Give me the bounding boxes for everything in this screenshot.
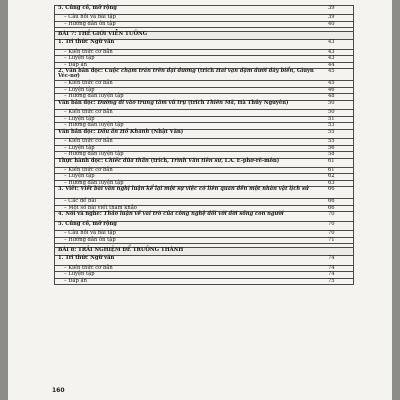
toc-entry-text: – Kiến thức cơ bản: [55, 139, 326, 146]
toc-page-number: 74: [325, 265, 354, 272]
toc-row: [55, 187, 354, 199]
book-page: [8, 0, 392, 400]
toc-entry-fragment: (trích: [186, 99, 207, 106]
toc-entry-text: – Luyện tập: [55, 87, 326, 94]
toc-entry-fragment: 3. Viết:: [58, 186, 81, 193]
toc-entry-fragment: , I.A. E-phơ-rê-môn): [221, 157, 280, 164]
toc-page-number: 70: [325, 231, 354, 238]
toc-page-number: 44: [325, 62, 354, 69]
toc-entry-fragment: , Hà Thủy Nguyên): [233, 99, 289, 106]
toc-page-number: 71: [325, 237, 354, 244]
toc-row: [55, 40, 354, 49]
toc-entry-fragment: 1. Tri thức Ngữ văn: [58, 39, 115, 46]
toc-page-number: 62: [325, 174, 354, 181]
toc-entry-text: – Luyện tập: [55, 56, 326, 63]
toc-entry-text: – Câu hỏi và bài tập: [55, 231, 326, 238]
toc-entry-fragment: , Giuyn Véc-nơ): [58, 68, 314, 80]
toc-entry-text: – Luyện tập: [55, 145, 326, 152]
toc-page-number: 63: [325, 180, 354, 187]
toc-page-number: 51: [325, 116, 354, 123]
toc-entry-fragment: BÀI 8: TRẢI NGHIỆM ĐỂ TRƯỞNG THÀNH: [58, 247, 184, 254]
toc-page-number: 46: [325, 87, 354, 94]
toc-entry-fragment: Viết bài văn nghị luận kể lại một sự việc có liên quan đến một nhân vật lịch sử: [80, 186, 309, 193]
toc-page-number: 58: [325, 152, 354, 159]
toc-entry-text: [55, 40, 326, 49]
toc-entry-fragment: 1. Tri thức Ngữ văn: [58, 255, 115, 262]
toc-entry-text: – Hướng dẫn luyện tập: [55, 94, 326, 101]
toc-entry-text: – Kiến thức cơ bản: [55, 81, 326, 88]
toc-entry-fragment: Thảo luận về vai trò của công nghệ đối với đời sống con người: [103, 211, 284, 218]
toc-page-number: 75: [325, 278, 354, 285]
toc-row: [55, 69, 354, 81]
toc-page-number: 40: [325, 21, 354, 28]
toc-page-number: 61: [325, 158, 354, 167]
toc-entry-text: – Đáp án: [55, 278, 326, 285]
toc-page-number: 70: [325, 221, 354, 230]
toc-page-number: 74: [325, 272, 354, 279]
toc-entry-fragment: Cuộc chạm trán trên đại dương: [104, 68, 196, 75]
toc-page-number: 61: [325, 167, 354, 174]
toc-row: [55, 256, 354, 265]
toc-entry-text: – Kiến thức cơ bản: [55, 110, 326, 117]
toc-entry-text: – Hướng dẫn ôn tập: [55, 237, 326, 244]
toc-entry-fragment: 4. Nói và nghe:: [58, 211, 104, 218]
toc-entry-fragment: BÀI 7: THẾ GIỚI VIỄN TƯỞNG: [58, 31, 148, 38]
toc-entry-text: – Một số bài viết tham khảo: [55, 205, 326, 212]
toc-entry-fragment: Trình Văn tiên sư: [170, 157, 222, 164]
toc-page-number: 66: [325, 187, 354, 199]
toc-page-number: 43: [325, 56, 354, 63]
toc-entry-text: – Hướng dẫn luyện tập: [55, 180, 326, 187]
toc-entry-text: [55, 69, 326, 81]
toc-page-number: 70: [325, 212, 354, 221]
toc-page-number: 50: [325, 100, 354, 109]
toc-page-number: 39: [325, 6, 354, 15]
toc-entry-fragment: Dấu ấn Hồ Khanh: [97, 128, 150, 135]
toc-page-number: 43: [325, 40, 354, 49]
toc-entry-fragment: 5. Củng cố, mở rộng: [58, 220, 117, 227]
toc-entry-text: – Hướng dẫn luyện tập: [55, 152, 326, 159]
toc-page-number: 56: [325, 145, 354, 152]
toc-entry-text: – Hướng dẫn luyện tập: [55, 123, 326, 130]
toc-page-number: 55: [325, 139, 354, 146]
toc-entry-text: – Kiến thức cơ bản: [55, 167, 326, 174]
toc-entry-fragment: Thiên Mã: [206, 99, 234, 106]
toc-page-number: 43: [325, 49, 354, 56]
toc-item-row: [55, 278, 354, 285]
toc-body: [55, 6, 354, 285]
toc-entry-text: – Các đề bài: [55, 199, 326, 206]
toc-entry-fragment: (Nhật Văn): [149, 128, 184, 135]
toc-page-number: 55: [325, 129, 354, 138]
page-number: 160: [52, 387, 65, 394]
table-of-contents: [54, 5, 354, 285]
toc-entry-fragment: Đường đi vào trung tâm vũ trụ: [97, 99, 187, 106]
toc-entry-text: – Luyện tập: [55, 116, 326, 123]
toc-page-number: 66: [325, 199, 354, 206]
toc-page-number: 48: [325, 94, 354, 101]
toc-page-number: 45: [325, 81, 354, 88]
toc-entry-fragment: 5. Củng cố, mở rộng: [58, 5, 117, 11]
toc-page-number: 53: [325, 123, 354, 130]
toc-entry-text: – Đáp án: [55, 62, 326, 69]
toc-entry-fragment: (trích,: [148, 157, 171, 164]
toc-entry-text: [55, 256, 326, 265]
toc-entry-fragment: Chiếc đũa thần: [104, 157, 149, 164]
toc-page-number: 50: [325, 110, 354, 117]
toc-entry-text: – Luyện tập: [55, 174, 326, 181]
toc-entry-text: – Câu hỏi và bài tập: [55, 15, 326, 22]
toc-page-number: 74: [325, 256, 354, 265]
toc-entry-text: – Luyện tập: [55, 272, 326, 279]
toc-entry-text: – Kiến thức cơ bản: [55, 49, 326, 56]
toc-entry-text: – Hướng dẫn ôn tập: [55, 21, 326, 28]
toc-entry-fragment: Văn bản đọc:: [58, 99, 98, 106]
toc-entry-fragment: Hai vạn dặm dưới đáy biển: [215, 68, 294, 75]
toc-entry-fragment: 2. Văn bản đọc:: [58, 68, 105, 75]
toc-page-number: 45: [325, 69, 354, 81]
toc-entry-text: – Kiến thức cơ bản: [55, 265, 326, 272]
toc-entry-fragment: Thực hành đọc:: [58, 157, 105, 164]
toc-entry-fragment: (trích: [195, 68, 216, 75]
toc-entry-fragment: Văn bản đọc:: [58, 128, 98, 135]
toc-page-number: 66: [325, 205, 354, 212]
toc-page-number: 39: [325, 15, 354, 22]
